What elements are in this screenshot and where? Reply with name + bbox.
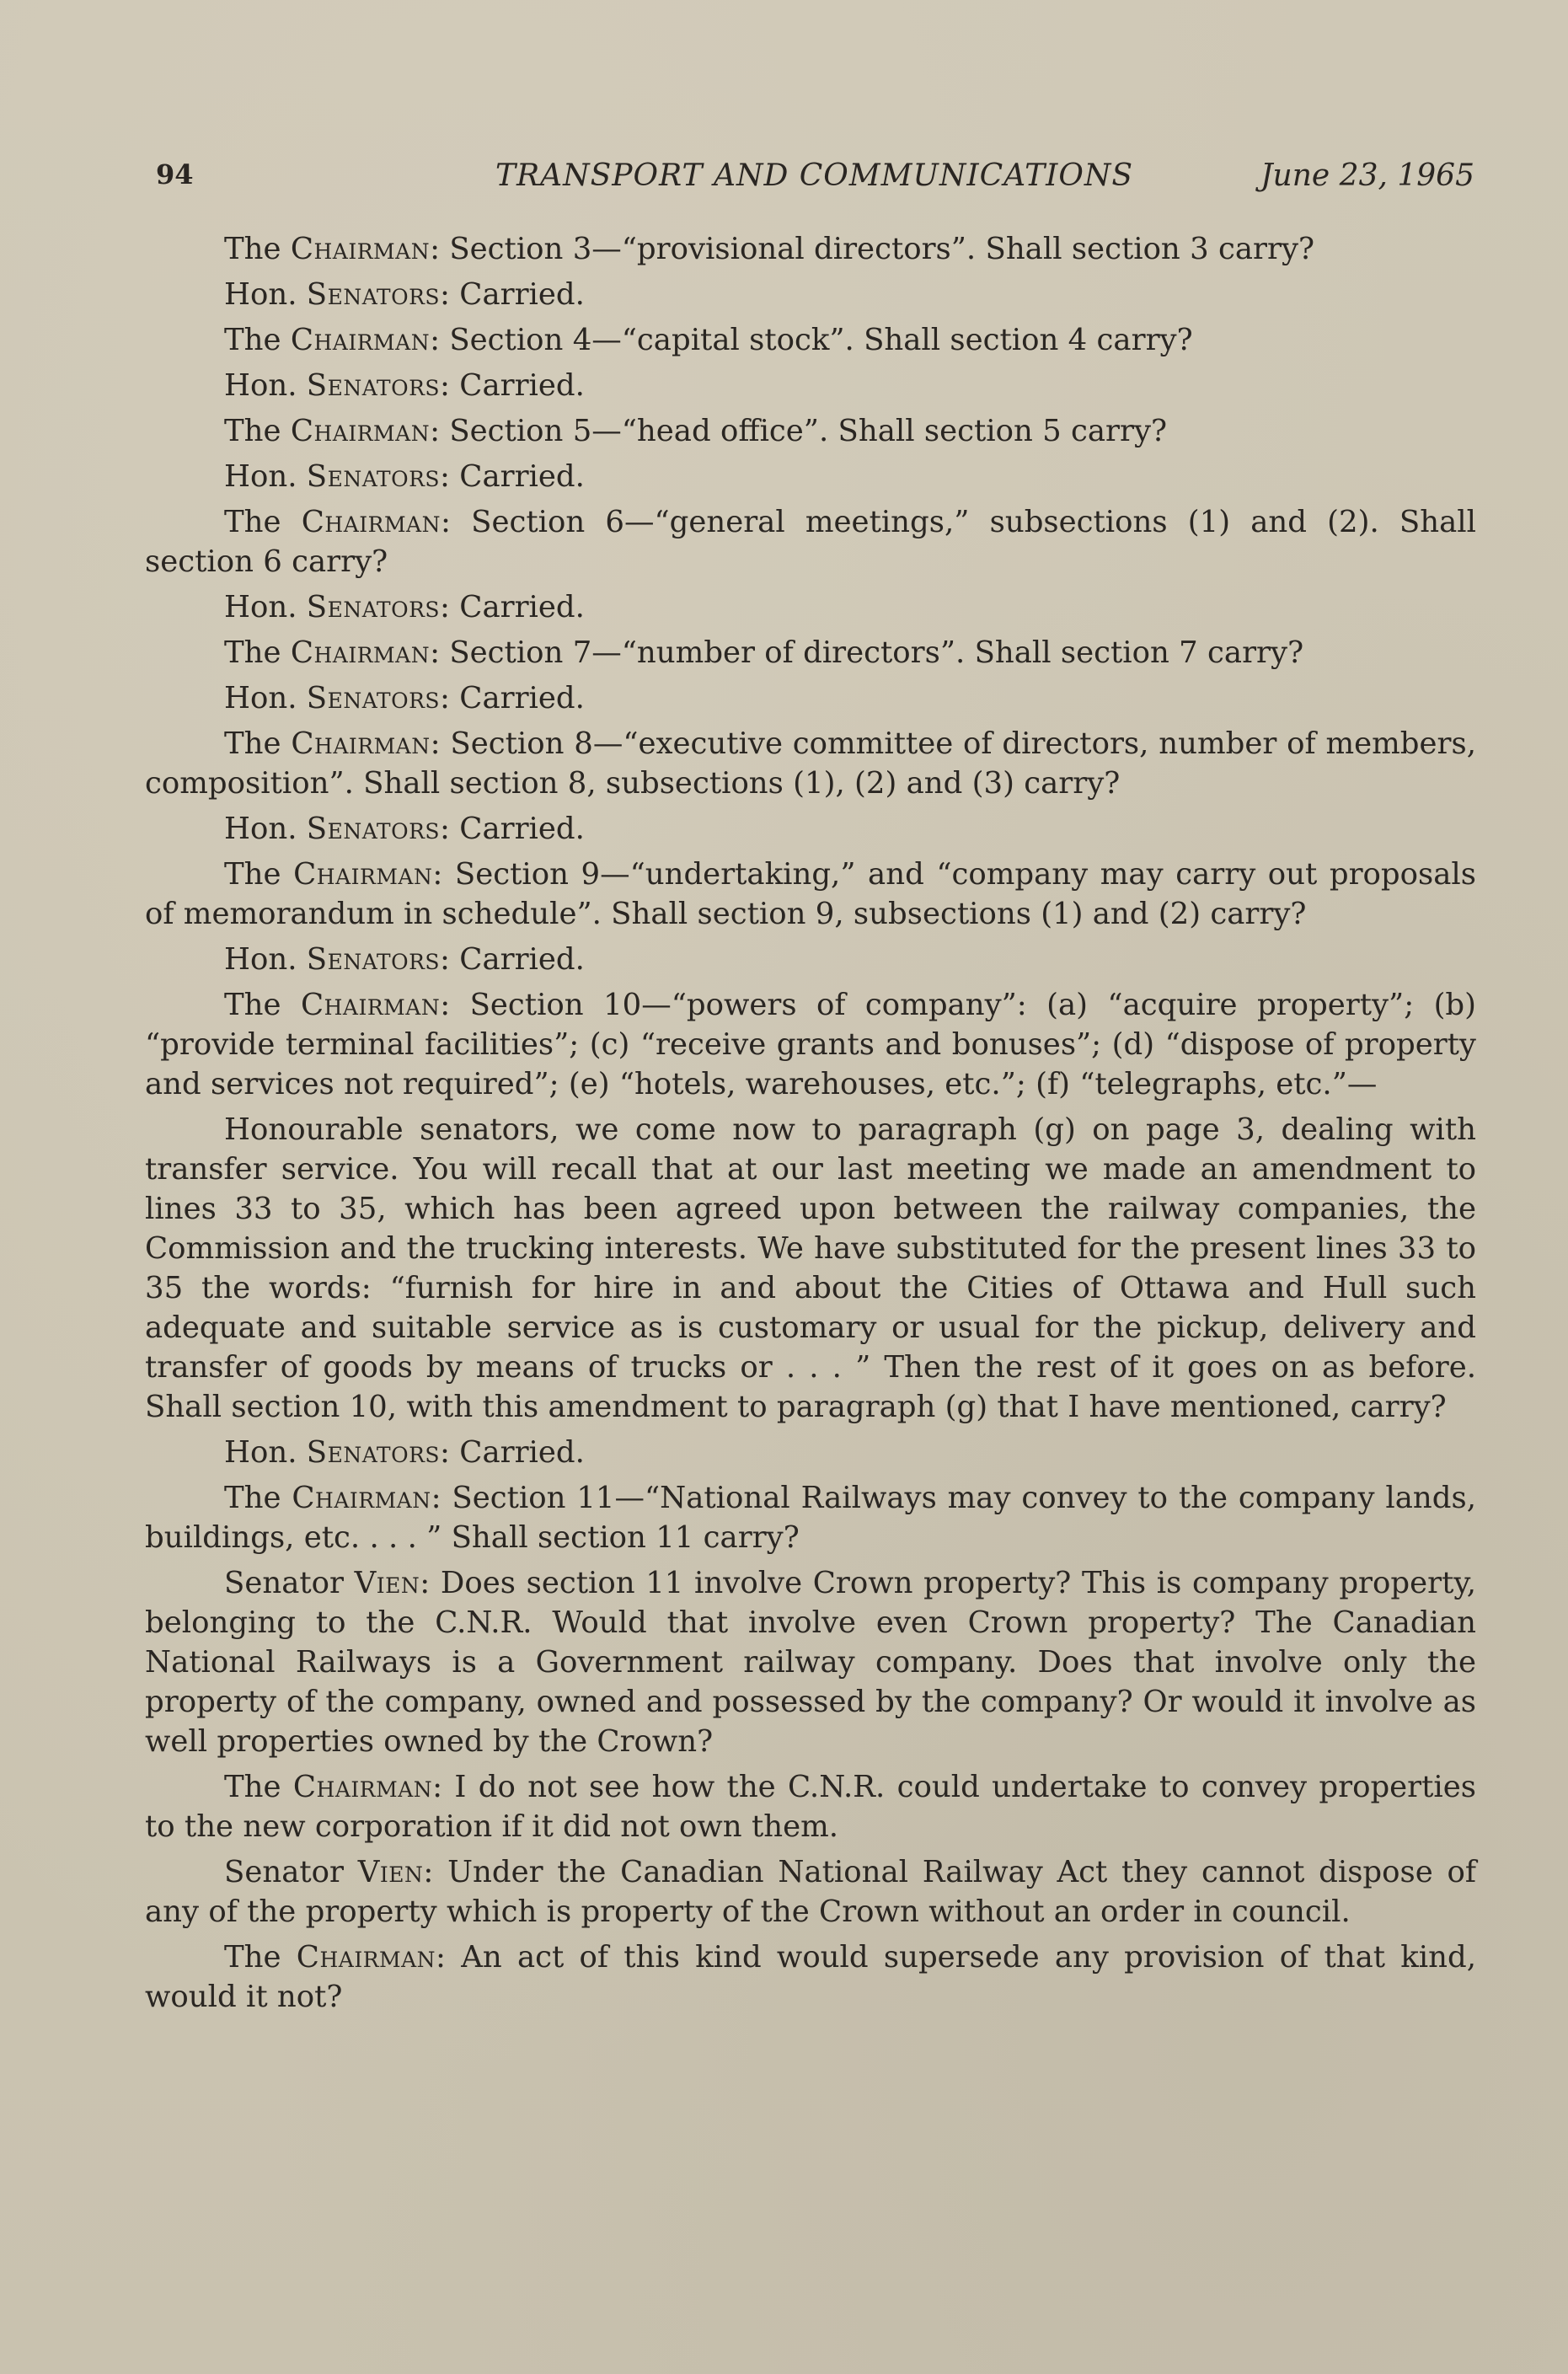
- speaker-name: Chairman: [292, 1770, 433, 1804]
- speaker-name: Senators: [306, 459, 441, 494]
- paragraph: [145, 275, 1476, 314]
- speaker-prefix: Hon.: [224, 368, 307, 403]
- speaker-prefix: The: [224, 857, 294, 892]
- paragraph: [145, 1563, 1476, 1761]
- speaker-prefix: The: [224, 726, 292, 761]
- paragraph: [145, 940, 1476, 979]
- paragraph: [145, 809, 1476, 849]
- speaker-prefix: Hon.: [224, 459, 307, 494]
- paragraph-text: : Under the Canadian National Railway Act they cannot dispose of any of the property which is property of the Crown without an order in council.: [145, 1855, 1477, 1929]
- paragraph-text: : Carried.: [440, 368, 585, 403]
- speaker-prefix: Hon.: [224, 277, 307, 312]
- paragraph: [145, 633, 1476, 673]
- running-title: TRANSPORT AND COMMUNICATIONS: [495, 158, 1134, 193]
- paragraph-text: : I do not see how the C.N.R. could undertake to convey properties to the new corporation if it did not own them.: [145, 1770, 1476, 1844]
- speaker-name: Senators: [306, 277, 441, 312]
- paragraph-text: : Section 6—“general meetings,” subsections (1) and (2). Shall section 6 carry?: [145, 505, 1476, 579]
- paragraph-text: : Carried.: [440, 459, 585, 494]
- speaker-prefix: The: [224, 1481, 292, 1515]
- paragraph: [145, 1478, 1476, 1557]
- speaker-prefix: Hon.: [224, 681, 307, 715]
- paragraph: [145, 855, 1476, 934]
- paragraph-text: : An act of this kind would supersede any provision of that kind, would it not?: [145, 1940, 1476, 2014]
- paragraph: [145, 457, 1476, 496]
- speaker-prefix: The: [224, 232, 291, 266]
- paragraph-text: : Carried.: [440, 1435, 585, 1470]
- paragraph-text: : Carried.: [440, 590, 585, 624]
- speaker-name: Vien: [357, 1855, 424, 1889]
- paragraph-text: : Section 8—“executive committee of directors, number of members, composition”. Shall section 8, subsections (1), (2) and (3) carry?: [145, 726, 1476, 801]
- paragraph: [145, 724, 1476, 803]
- paragraph: [145, 1937, 1476, 2017]
- paragraph: [145, 1767, 1476, 1846]
- paragraph-text: : Section 11—“National Railways may convey to the company lands, buildings, etc. . . . ” Shall section 11 carry?: [145, 1481, 1477, 1555]
- paragraph-text: : Carried.: [440, 277, 585, 312]
- speaker-name: Chairman: [290, 323, 431, 357]
- speaker-name: Chairman: [301, 505, 441, 539]
- paragraph: [145, 1110, 1476, 1427]
- speaker-prefix: Senator: [224, 1855, 358, 1889]
- paragraph-text: : Section 10—“powers of company”: (a) “acquire property”; (b) “provide terminal facilities”; (c) “receive grants and bonuses”; (d) “dispose of property and services not required”; (e) “hotels, warehouses, etc.”; (f) “telegraphs, etc.”—: [145, 988, 1476, 1101]
- paragraph: [145, 229, 1476, 269]
- paragraph: [145, 1852, 1476, 1932]
- speaker-name: Senators: [306, 1435, 441, 1470]
- speaker-prefix: The: [224, 414, 291, 448]
- paragraph: [145, 502, 1476, 581]
- paragraph: [145, 985, 1476, 1104]
- speaker-prefix: The: [224, 1940, 297, 1975]
- speaker-name: Chairman: [290, 635, 431, 670]
- speaker-name: Chairman: [290, 232, 431, 266]
- paragraph: [145, 320, 1476, 360]
- speaker-name: Chairman: [291, 726, 431, 761]
- paragraph: [145, 1433, 1476, 1472]
- speaker-prefix: Hon.: [224, 590, 307, 624]
- paragraph-text: : Carried.: [440, 942, 585, 977]
- speaker-name: Vien: [354, 1566, 420, 1600]
- speaker-name: Senators: [306, 368, 441, 403]
- transcript-body: [145, 229, 1476, 2023]
- paragraph: [145, 366, 1476, 405]
- speaker-prefix: Hon.: [224, 812, 307, 846]
- speaker-name: Senators: [306, 681, 441, 715]
- paragraph-text: : Section 4—“capital stock”. Shall section 4 carry?: [430, 323, 1193, 357]
- paragraph-text: : Section 3—“provisional directors”. Shall section 3 carry?: [430, 232, 1315, 266]
- speaker-name: Senators: [306, 942, 441, 977]
- paragraph-text: : Section 7—“number of directors”. Shall section 7 carry?: [430, 635, 1304, 670]
- speaker-name: Chairman: [293, 857, 433, 892]
- page-number: 94: [156, 158, 194, 190]
- speaker-prefix: The: [224, 635, 291, 670]
- paragraph: [145, 678, 1476, 718]
- paragraph-text: : Section 5—“head office”. Shall section 5 carry?: [430, 414, 1168, 448]
- paragraph: [145, 411, 1476, 451]
- speaker-name: Senators: [306, 590, 441, 624]
- speaker-name: Senators: [306, 812, 441, 846]
- paragraph-text: : Carried.: [440, 681, 585, 715]
- paragraph: [145, 587, 1476, 627]
- speaker-prefix: The: [224, 988, 301, 1022]
- speaker-prefix: The: [224, 1770, 293, 1804]
- paragraph-text: : Does section 11 involve Crown property? This is company property, belonging to the C.N.R. Would that involve even Crown property? The Canadian National Railways is a Government railway company. Does that involve only the property of the company, owned and possessed by the company? Or would it involve as well properties owned by the Crown?: [145, 1566, 1476, 1759]
- speaker-name: Chairman: [296, 1940, 436, 1975]
- speaker-prefix: Hon.: [224, 1435, 307, 1470]
- paragraph-text: : Carried.: [440, 812, 585, 846]
- speaker-name: Chairman: [292, 1481, 431, 1515]
- speaker-name: Chairman: [300, 988, 441, 1022]
- speaker-prefix: Hon.: [224, 942, 307, 977]
- paragraph-text: Honourable senators, we come now to paragraph (g) on page 3, dealing with transfer service. You will recall that at our last meeting we made an amendment to lines 33 to 35, which has been agreed upon between the railway companies, the Commission and the trucking interests. We have substituted for the present lines 33 to 35 the words: “furnish for hire in and about the Cities of Ottawa and Hull such adequate and suitable service as is customary or usual for the pickup, delivery and transfer of goods by means of trucks or . . . ” Then the rest of it goes on as before. Shall section 10, with this amendment to paragraph (g) that I have mentioned, carry?: [145, 1112, 1476, 1424]
- page-header: [156, 158, 1474, 201]
- speaker-prefix: The: [224, 323, 291, 357]
- paragraph-text: : Section 9—“undertaking,” and “company may carry out proposals of memorandum in schedule”. Shall section 9, subsections (1) and (2) carry?: [145, 857, 1476, 931]
- speaker-name: Chairman: [290, 414, 431, 448]
- speaker-prefix: Senator: [224, 1566, 355, 1600]
- speaker-prefix: The: [224, 505, 302, 539]
- running-date: June 23, 1965: [1260, 158, 1474, 193]
